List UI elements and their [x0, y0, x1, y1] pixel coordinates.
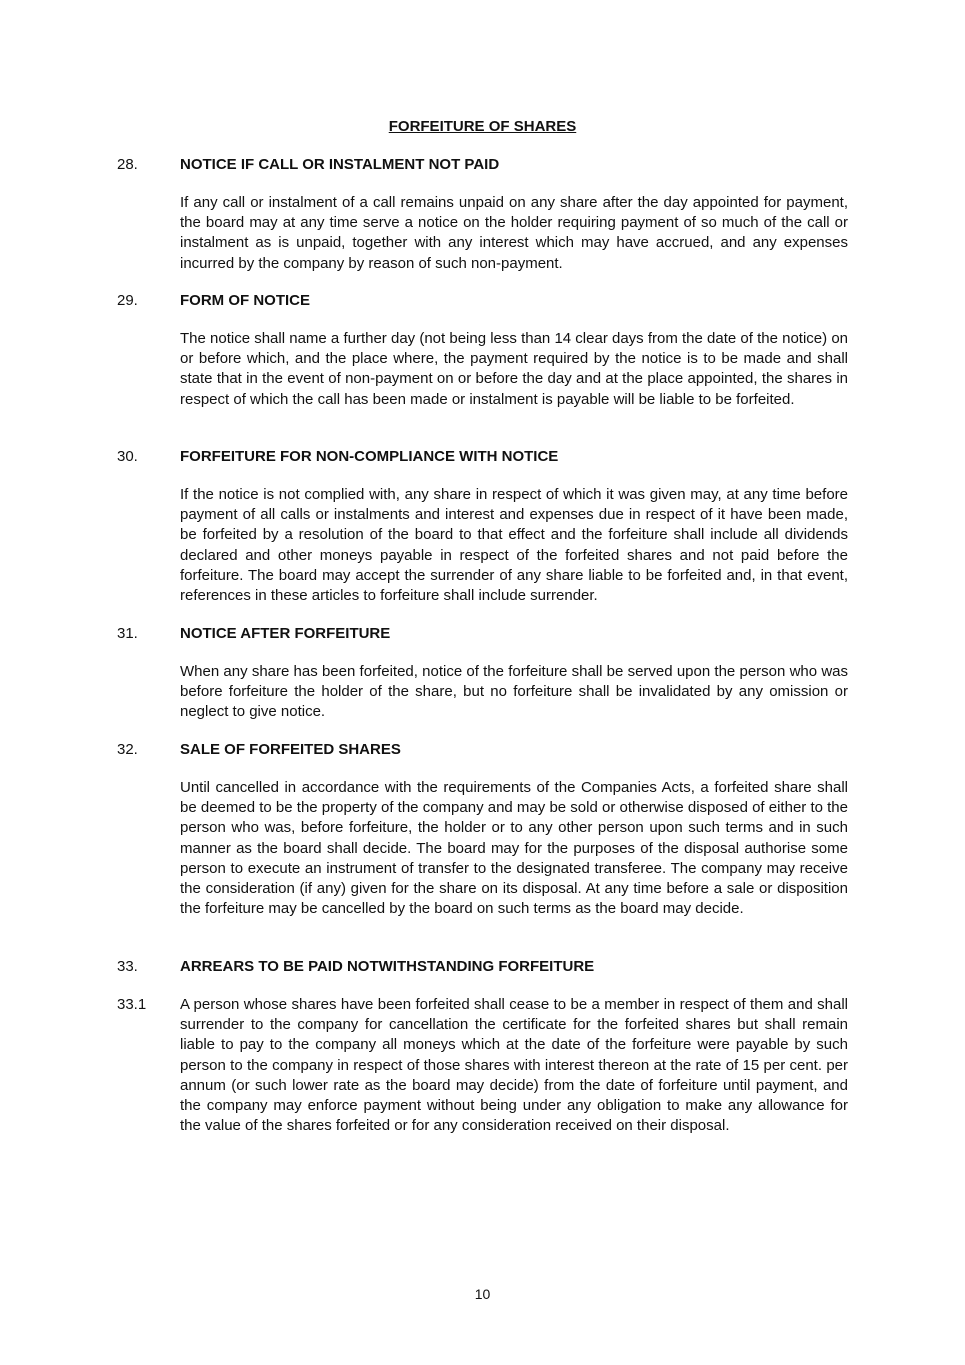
- clause-header: [0, 740, 965, 760]
- clause-number: 30.: [117, 448, 138, 465]
- clause-body: If any call or instalment of a call remains unpaid on any share after the day appointed for payment, the board may at any time serve a notice on the holder requiring payment of so much of the call or instalment as is unpaid, together with any interest which may have accrued, and any expenses incurred by the company by reason of such non-payment.: [180, 194, 848, 272]
- clause-heading: ARREARS TO BE PAID NOTWITHSTANDING FORFEITURE: [180, 958, 595, 975]
- clause-number: 32.: [117, 741, 138, 758]
- clause-body: If the notice is not complied with, any share in respect of which it was given may, at any time before payment of all calls or instalments and interest and expenses due in respect of it have been made, be forfeited by a resolution of the board to that effect and the forfeiture shall include all dividends declared and other moneys payable in respect of the forfeited shares and not paid before the forfeiture. The board may accept the surrender of any share liable to be forfeited and, in that event, references in these articles to forfeiture shall include surrender.: [180, 486, 848, 605]
- clause-heading: SALE OF FORFEITED SHARES: [180, 741, 401, 758]
- document-title: FORFEITURE OF SHARES: [388, 118, 577, 135]
- clause-heading: NOTICE AFTER FORFEITURE: [180, 625, 391, 642]
- clause-31: [0, 624, 965, 721]
- clause-number: 33.: [117, 958, 138, 975]
- clause-28: [0, 155, 965, 272]
- clause-header: [0, 291, 965, 311]
- clause-number: 29.: [117, 292, 138, 309]
- clause-33: [0, 957, 965, 977]
- clause-header: [0, 155, 965, 175]
- clause-heading: NOTICE IF CALL OR INSTALMENT NOT PAID: [180, 156, 500, 173]
- sub-clause-body: A person whose shares have been forfeited shall cease to be a member in respect of them and shall surrender to the company for cancellation the certificate for the forfeited shares but shall remain liable to pay to the company all moneys which at the date of the forfeiture were payable by such person to the company in respect of those shares with interest thereon at the rate of 15 per cent. per annum (or such lower rate as the board may decide) from the date of forfeiture until payment, and the company may enforce payment without being under any obligation to make any allowance for the value of the shares forfeited or for any consideration received on their disposal.: [180, 996, 848, 1135]
- clause-body: The notice shall name a further day (not being less than 14 clear days from the date of the notice) on or before which, and the place where, the payment required by the notice is to be made and shall state that in the event of non-payment on or before the day and at the place appointed, the shares in respect of which the call has been made or instalment is payable will be liable to be forfeited.: [180, 330, 848, 408]
- clause-header: [0, 447, 965, 467]
- clause-header: [0, 957, 965, 977]
- clause-32: [0, 740, 965, 918]
- clause-number: 28.: [117, 156, 138, 173]
- clause-heading: FORM OF NOTICE: [180, 292, 310, 309]
- sub-clause-number: 33.1: [117, 996, 147, 1013]
- clause-header: [0, 624, 965, 644]
- clause-30: [0, 447, 965, 605]
- clause-body: When any share has been forfeited, notice of the forfeiture shall be served upon the person who was before forfeiture the holder of the share, but no forfeiture shall be invalidated by any omission or neglect to give notice.: [180, 663, 848, 721]
- clause-heading: FORFEITURE FOR NON-COMPLIANCE WITH NOTICE: [180, 448, 559, 465]
- page-number: 10: [474, 1286, 491, 1302]
- clause-number: 31.: [117, 625, 138, 642]
- clause-29: [0, 291, 965, 408]
- clause-body: Until cancelled in accordance with the requirements of the Companies Acts, a forfeited share shall be deemed to be the property of the company and may be sold or otherwise disposed of either to the person who was, before forfeiture, the holder or to any other person upon such terms and in such manner as the board shall decide. The board may for the purposes of the disposal authorise some person to execute an instrument of transfer to the designated transferee. The company may receive the consideration (if any) given for the share on its disposal. At any time before a sale or disposition the forfeiture may be cancelled by the board on such terms as the board may decide.: [180, 779, 848, 918]
